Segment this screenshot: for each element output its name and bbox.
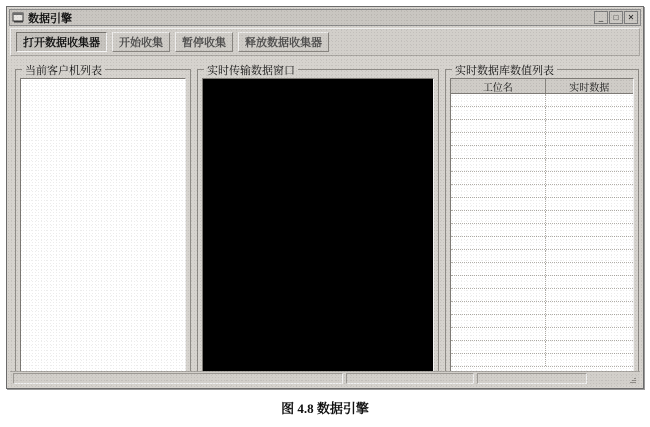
client-list-group bbox=[15, 65, 191, 381]
grid-header-row bbox=[451, 79, 633, 94]
client-list-box[interactable] bbox=[20, 78, 186, 375]
table-cell-station bbox=[451, 224, 546, 236]
client-list-legend: 当前客户机列表 bbox=[22, 62, 105, 78]
table-cell-value bbox=[546, 250, 633, 262]
table-cell-value bbox=[546, 276, 633, 288]
table-row[interactable] bbox=[451, 263, 633, 276]
table-cell-station bbox=[451, 146, 546, 158]
table-cell-station bbox=[451, 341, 546, 353]
resize-grip-icon[interactable] bbox=[627, 374, 637, 384]
table-cell-value bbox=[546, 211, 633, 223]
table-cell-station bbox=[451, 302, 546, 314]
table-row[interactable] bbox=[451, 302, 633, 315]
table-cell-value bbox=[546, 94, 633, 106]
table-row[interactable] bbox=[451, 289, 633, 302]
table-cell-station bbox=[451, 289, 546, 301]
table-cell-station bbox=[451, 120, 546, 132]
table-cell-value bbox=[546, 133, 633, 145]
table-cell-station bbox=[451, 185, 546, 197]
table-row[interactable] bbox=[451, 185, 633, 198]
realtime-values-legend: 实时数据库数值列表 bbox=[452, 62, 557, 78]
table-cell-station bbox=[451, 237, 546, 249]
table-row[interactable] bbox=[451, 133, 633, 146]
table-cell-station bbox=[451, 159, 546, 171]
table-cell-value bbox=[546, 146, 633, 158]
table-cell-station bbox=[451, 354, 546, 366]
table-cell-value bbox=[546, 263, 633, 275]
table-cell-station bbox=[451, 315, 546, 327]
figure-caption: 图 4.8 数据引擎 bbox=[281, 401, 369, 416]
app-window-icon bbox=[12, 11, 25, 24]
status-bar bbox=[10, 371, 640, 385]
table-cell-station bbox=[451, 133, 546, 145]
realtime-values-grid[interactable] bbox=[450, 78, 634, 375]
minimize-button[interactable]: _ bbox=[594, 11, 608, 24]
table-cell-value bbox=[546, 159, 633, 171]
table-cell-value bbox=[546, 341, 633, 353]
table-cell-value bbox=[546, 172, 633, 184]
table-cell-station bbox=[451, 94, 546, 106]
table-row[interactable] bbox=[451, 211, 633, 224]
table-row[interactable] bbox=[451, 198, 633, 211]
open-collector-button[interactable]: 打开数据收集器 bbox=[16, 32, 107, 52]
start-collect-button[interactable]: 开始收集 bbox=[112, 32, 170, 52]
table-row[interactable] bbox=[451, 354, 633, 367]
application-window bbox=[6, 6, 644, 389]
release-collector-button[interactable]: 释放数据收集器 bbox=[238, 32, 329, 52]
table-row[interactable] bbox=[451, 172, 633, 185]
grid-header-value: 实时数据 bbox=[546, 79, 633, 93]
window-title: 数据引擎 bbox=[28, 12, 72, 25]
table-row[interactable] bbox=[451, 107, 633, 120]
stream-window-legend: 实时传输数据窗口 bbox=[204, 62, 298, 78]
table-row[interactable] bbox=[451, 224, 633, 237]
window-controls bbox=[594, 11, 640, 24]
table-cell-value bbox=[546, 354, 633, 366]
table-cell-station bbox=[451, 211, 546, 223]
toolbar bbox=[10, 28, 640, 56]
title-bar bbox=[9, 9, 641, 26]
table-cell-station bbox=[451, 276, 546, 288]
table-row[interactable] bbox=[451, 341, 633, 354]
stream-output-area[interactable] bbox=[202, 78, 434, 375]
stream-window-group bbox=[197, 65, 439, 381]
table-row[interactable] bbox=[451, 237, 633, 250]
table-row[interactable] bbox=[451, 276, 633, 289]
table-cell-station bbox=[451, 198, 546, 210]
table-cell-station bbox=[451, 107, 546, 119]
table-cell-value bbox=[546, 120, 633, 132]
table-cell-value bbox=[546, 198, 633, 210]
table-cell-value bbox=[546, 224, 633, 236]
table-row[interactable] bbox=[451, 159, 633, 172]
table-cell-value bbox=[546, 302, 633, 314]
table-cell-value bbox=[546, 315, 633, 327]
table-row[interactable] bbox=[451, 94, 633, 107]
pause-collect-button[interactable]: 暂停收集 bbox=[175, 32, 233, 52]
grid-header-station: 工位名 bbox=[451, 79, 546, 93]
status-segment-3 bbox=[477, 373, 587, 384]
status-segment-1 bbox=[13, 373, 343, 384]
table-cell-station bbox=[451, 250, 546, 262]
table-cell-station bbox=[451, 328, 546, 340]
table-cell-value bbox=[546, 289, 633, 301]
table-cell-station bbox=[451, 172, 546, 184]
table-cell-value bbox=[546, 237, 633, 249]
grid-body[interactable] bbox=[451, 94, 633, 374]
status-segment-2 bbox=[346, 373, 474, 384]
table-row[interactable] bbox=[451, 250, 633, 263]
table-cell-value bbox=[546, 185, 633, 197]
realtime-values-group bbox=[445, 65, 639, 381]
maximize-button[interactable]: □ bbox=[609, 11, 623, 24]
table-row[interactable] bbox=[451, 146, 633, 159]
table-row[interactable] bbox=[451, 328, 633, 341]
table-row[interactable] bbox=[451, 120, 633, 133]
table-cell-station bbox=[451, 263, 546, 275]
table-cell-value bbox=[546, 328, 633, 340]
table-cell-value bbox=[546, 107, 633, 119]
table-row[interactable] bbox=[451, 315, 633, 328]
close-button[interactable]: ✕ bbox=[624, 11, 638, 24]
